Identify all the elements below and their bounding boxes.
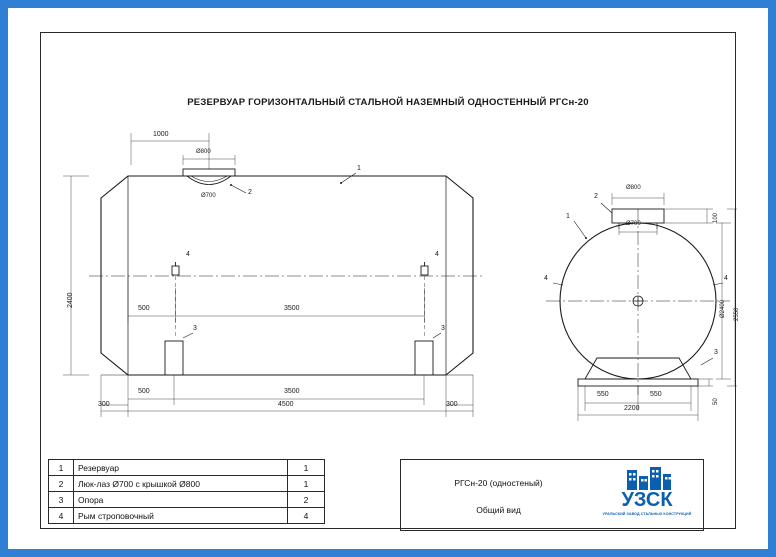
company-logo bbox=[597, 464, 697, 526]
callout-side-4-right: 4 bbox=[724, 275, 728, 282]
title-block-product: РГСн-20 (одностеный) bbox=[454, 478, 543, 488]
dim-right-end-300: 300 bbox=[446, 401, 458, 408]
callout-side-1: 1 bbox=[566, 213, 570, 220]
callout-side-3: 3 bbox=[714, 349, 718, 356]
drawing-title: РЕЗЕРВУАР ГОРИЗОНТАЛЬНЫЙ СТАЛЬНОЙ НАЗЕМНЫЙ ОДНОСТЕННЫЙ РГСн-20 bbox=[187, 97, 589, 108]
title-block-view: Общий вид bbox=[476, 505, 521, 515]
dim-overall-length-4500: 4500 bbox=[278, 401, 294, 408]
tank-outline-front bbox=[101, 176, 473, 375]
spec-name: Опора bbox=[74, 492, 288, 508]
dim-eye-span-3500: 3500 bbox=[284, 305, 300, 312]
callout-side-2: 2 bbox=[594, 193, 598, 200]
dim-eye-left-500: 500 bbox=[138, 305, 150, 312]
logo-text: УЗСК bbox=[621, 489, 673, 511]
logo-subtext: УРАЛЬСКИЙ ЗАВОД СТАЛЬНЫХ КОНСТРУКЦИЙ bbox=[602, 512, 692, 516]
dim-hatch-inner-side: Ø700 bbox=[626, 221, 641, 227]
dim-overall-height-2550: 2550 bbox=[734, 307, 740, 321]
callout-front-3-left: 3 bbox=[193, 325, 197, 332]
dim-base-width-2200: 2200 bbox=[624, 405, 640, 412]
spec-qty: 2 bbox=[288, 492, 325, 508]
dim-height-2400: 2400 bbox=[67, 292, 74, 308]
dim-top-offset-1000: 1000 bbox=[153, 131, 169, 138]
callout-front-4-right: 4 bbox=[435, 251, 439, 258]
drawing-frame bbox=[40, 32, 740, 529]
callout-front-1: 1 bbox=[357, 165, 361, 172]
callout-front-2: 2 bbox=[248, 189, 252, 196]
spec-qty: 1 bbox=[288, 460, 325, 476]
dim-support-right-550: 550 bbox=[650, 391, 662, 398]
callout-front-3-right: 3 bbox=[441, 325, 445, 332]
dim-base-thickness-50: 50 bbox=[713, 398, 719, 405]
dim-support-span-3500: 3500 bbox=[284, 388, 300, 395]
table-row bbox=[49, 476, 325, 492]
callout-front-4-left: 4 bbox=[186, 251, 190, 258]
specification-table bbox=[48, 459, 325, 524]
spec-pos: 4 bbox=[49, 508, 74, 524]
dim-hatch-inner-front: Ø700 bbox=[201, 193, 216, 199]
spec-pos: 2 bbox=[49, 476, 74, 492]
drawing-sheet bbox=[8, 8, 768, 549]
spec-qty: 4 bbox=[288, 508, 325, 524]
dim-diameter-2400: Ø2400 bbox=[720, 299, 726, 318]
spec-name: Люк-лаз Ø700 с крышкой Ø800 bbox=[74, 476, 288, 492]
table-row bbox=[49, 460, 325, 476]
technical-drawing-canvas bbox=[41, 33, 737, 530]
spec-qty: 1 bbox=[288, 476, 325, 492]
table-row bbox=[49, 492, 325, 508]
dim-support-left-550: 550 bbox=[597, 391, 609, 398]
spec-name: Резервуар bbox=[74, 460, 288, 476]
table-row bbox=[49, 508, 325, 524]
callout-side-4-left: 4 bbox=[544, 275, 548, 282]
dim-hatch-outer-front: Ø800 bbox=[196, 149, 211, 155]
spec-pos: 3 bbox=[49, 492, 74, 508]
dim-left-end-300: 300 bbox=[98, 401, 110, 408]
spec-name: Рым строповочный bbox=[74, 508, 288, 524]
dim-hatch-outer-side: Ø800 bbox=[626, 185, 641, 191]
title-block bbox=[400, 459, 704, 531]
dim-neck-height-100: 100 bbox=[713, 212, 719, 223]
spec-pos: 1 bbox=[49, 460, 74, 476]
dim-support-left-500: 500 bbox=[138, 388, 150, 395]
